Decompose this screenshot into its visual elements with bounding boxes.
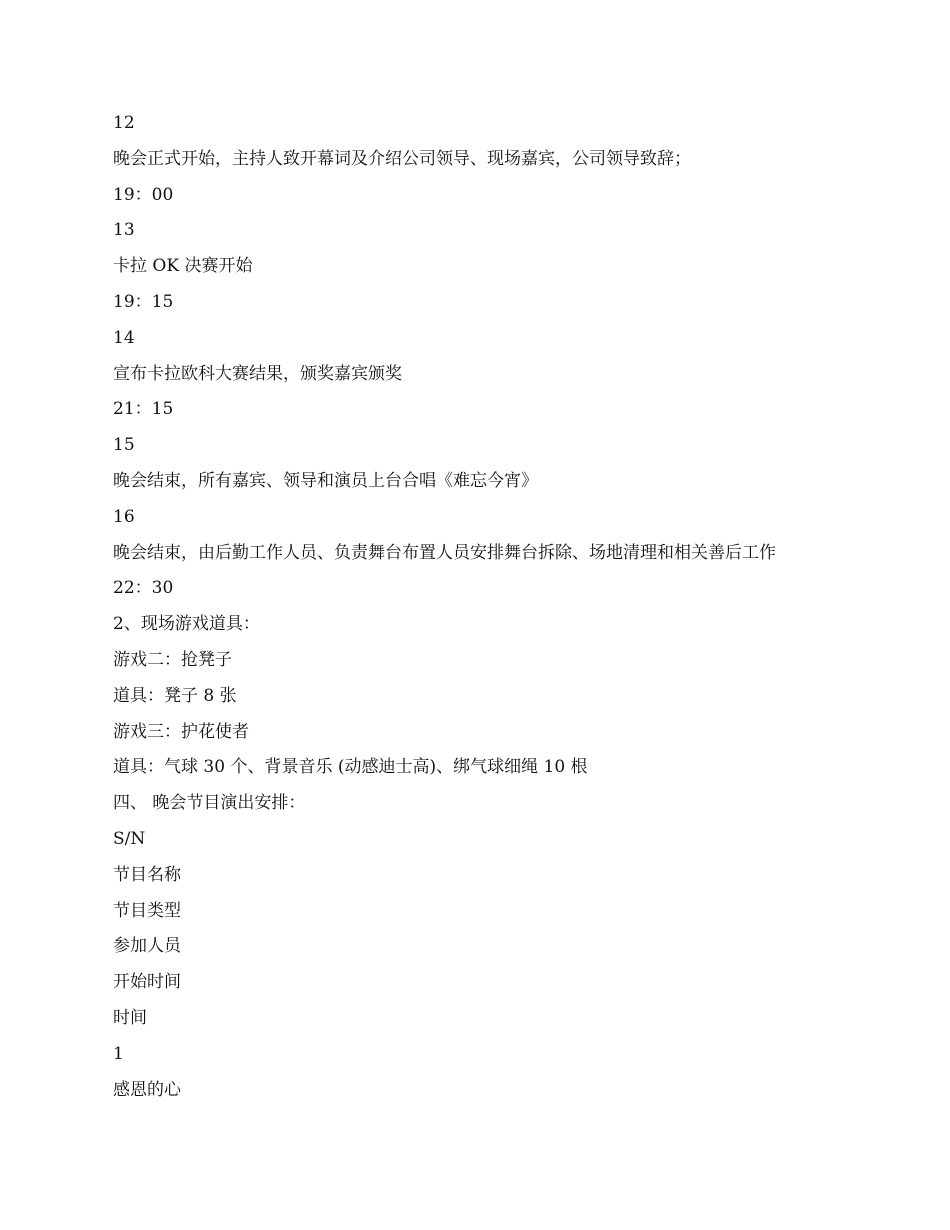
schedule-item-time: 21：15 bbox=[113, 399, 174, 420]
program-item-name: 感恩的心 bbox=[113, 1079, 181, 1100]
schedule-item-description: 宣布卡拉欧科大赛结果，颁奖嘉宾颁奖 bbox=[113, 363, 402, 384]
schedule-item-description: 晚会结束，由后勤工作人员、负责舞台布置人员安排舞台拆除、场地清理和相关善后工作 bbox=[113, 542, 776, 563]
schedule-item-time: 19：15 bbox=[113, 291, 174, 312]
program-item-number: 1 bbox=[113, 1043, 124, 1064]
schedule-item-number: 12 bbox=[113, 113, 135, 133]
section-heading: 2、现场游戏道具： bbox=[113, 614, 260, 635]
program-column-header: 开始时间 bbox=[113, 972, 181, 993]
program-column-header: S/N bbox=[113, 828, 146, 849]
schedule-item-number: 16 bbox=[113, 506, 135, 527]
schedule-item-number: 15 bbox=[113, 435, 135, 456]
section-heading: 四、 晚会节目演出安排： bbox=[113, 793, 306, 814]
schedule-item-description: 卡拉 OK 决赛开始 bbox=[113, 256, 253, 277]
program-column-header: 时间 bbox=[113, 1007, 147, 1028]
schedule-item-time: 22：30 bbox=[113, 578, 174, 599]
game-props: 道具：凳子 8 张 bbox=[113, 685, 237, 706]
program-column-header: 节目名称 bbox=[113, 864, 181, 885]
schedule-item-number: 13 bbox=[113, 220, 135, 241]
game-name: 游戏二：抢凳子 bbox=[113, 649, 232, 670]
program-column-header: 参加人员 bbox=[113, 936, 181, 957]
schedule-item-description: 晚会正式开始，主持人致开幕词及介绍公司领导、现场嘉宾，公司领导致辞； bbox=[113, 148, 691, 169]
schedule-item-number: 14 bbox=[113, 327, 135, 348]
schedule-item-description: 晚会结束，所有嘉宾、领导和演员上台合唱《难忘今宵》 bbox=[113, 470, 538, 491]
document-body bbox=[113, 106, 893, 1108]
game-props: 道具：气球 30 个、背景音乐 (动感迪士高)、绑气球细绳 10 根 bbox=[113, 757, 588, 778]
schedule-item-time: 19：00 bbox=[113, 184, 174, 205]
game-name: 游戏三：护花使者 bbox=[113, 721, 249, 742]
program-column-header: 节目类型 bbox=[113, 900, 181, 921]
